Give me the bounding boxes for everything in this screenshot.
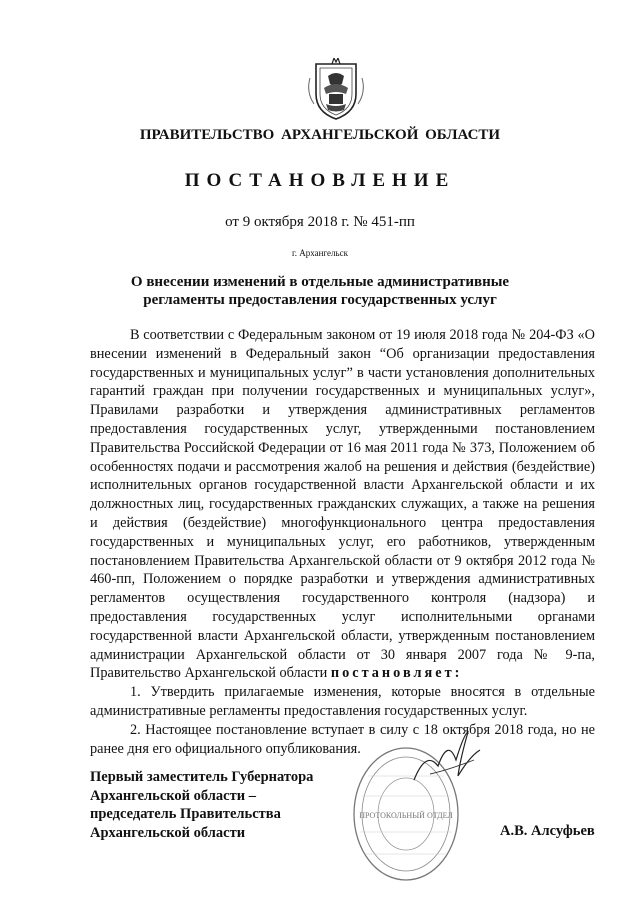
document-type: ПОСТАНОВЛЕНИЕ	[184, 170, 456, 191]
signatory-name: А.В. Алсуфьев	[500, 823, 595, 839]
signatory-position	[90, 768, 350, 842]
subject-line-1: О внесении изменений в отдельные административные	[130, 274, 510, 290]
item-2-paragraph: 2. Настоящее постановление вступает в силу с 18 октября 2018 года, но не ранее дня его официального опубликования.	[90, 721, 595, 757]
organization-name: ПРАВИТЕЛЬСТВО АРХАНГЕЛЬСКОЙ ОБЛАСТИ	[139, 127, 501, 143]
document-subject	[0, 273, 640, 309]
position-line-3: председатель Правительства	[90, 806, 281, 822]
document-body	[90, 326, 595, 758]
decree-word: постановляет:	[330, 665, 463, 682]
item-1-paragraph: 1. Утвердить прилагаемые изменения, которые вносятся в отдельные административные регламенты предоставления государственных услуг.	[90, 684, 595, 719]
stamp-text: ПРОТОКОЛЬНЫЙ ОТДЕЛ	[359, 811, 453, 820]
preamble-text: В соответствии с Федеральным законом от 19 июля 2018 года № 204-ФЗ «О внесении изменений в Федеральный закон “Об организации предоставления государственных и муниципальных услуг” в части установления дополнительных гарантий граждан при получении государственных и муниципальных услуг», Правилами разработки и утверждения административных регламентов предоставления государственных услуг, утвержденными постановлением Правительства Российской Федерации от 16 мая 2011 года № 373, Положением об особенностях подачи и рассмотрения жалоб на решения и действия (бездействие) исполнительных органов государственной власти Архангельской области и их должностных лиц, государственных гражданских служащих, а также на решения и действия (бездействие) многофункционального центра предоставления государственных и муниципальных услуг, его работников, утвержденным постановлением Правительства Архангельской области от 9 октября 2012 года № 460-пп, Положением о порядке разработки и утверждения административных регламентов осуществления государственного контроля (надзора) и предоставления государственных услуг исполнительными органами государственной власти Архангельской области, утвержденным постановлением администрации Архангельской области от 30 января 2007 года № 9-па, Правительство Архангельской области	[90, 327, 595, 682]
position-line-2: Архангельской области –	[90, 787, 256, 804]
subject-line-2: регламенты предоставления государственных услуг	[143, 292, 497, 308]
coat-of-arms-emblem-icon	[302, 58, 370, 122]
position-line-4: Архангельской области	[90, 824, 246, 841]
position-line-1: Первый заместитель Губернатора	[90, 769, 314, 785]
preamble-paragraph	[90, 326, 595, 683]
document-date-number: от 9 октября 2018 г. № 451-пп	[225, 214, 415, 230]
document-city: г. Архангельск	[292, 248, 348, 258]
handwritten-signature-icon	[408, 730, 488, 786]
